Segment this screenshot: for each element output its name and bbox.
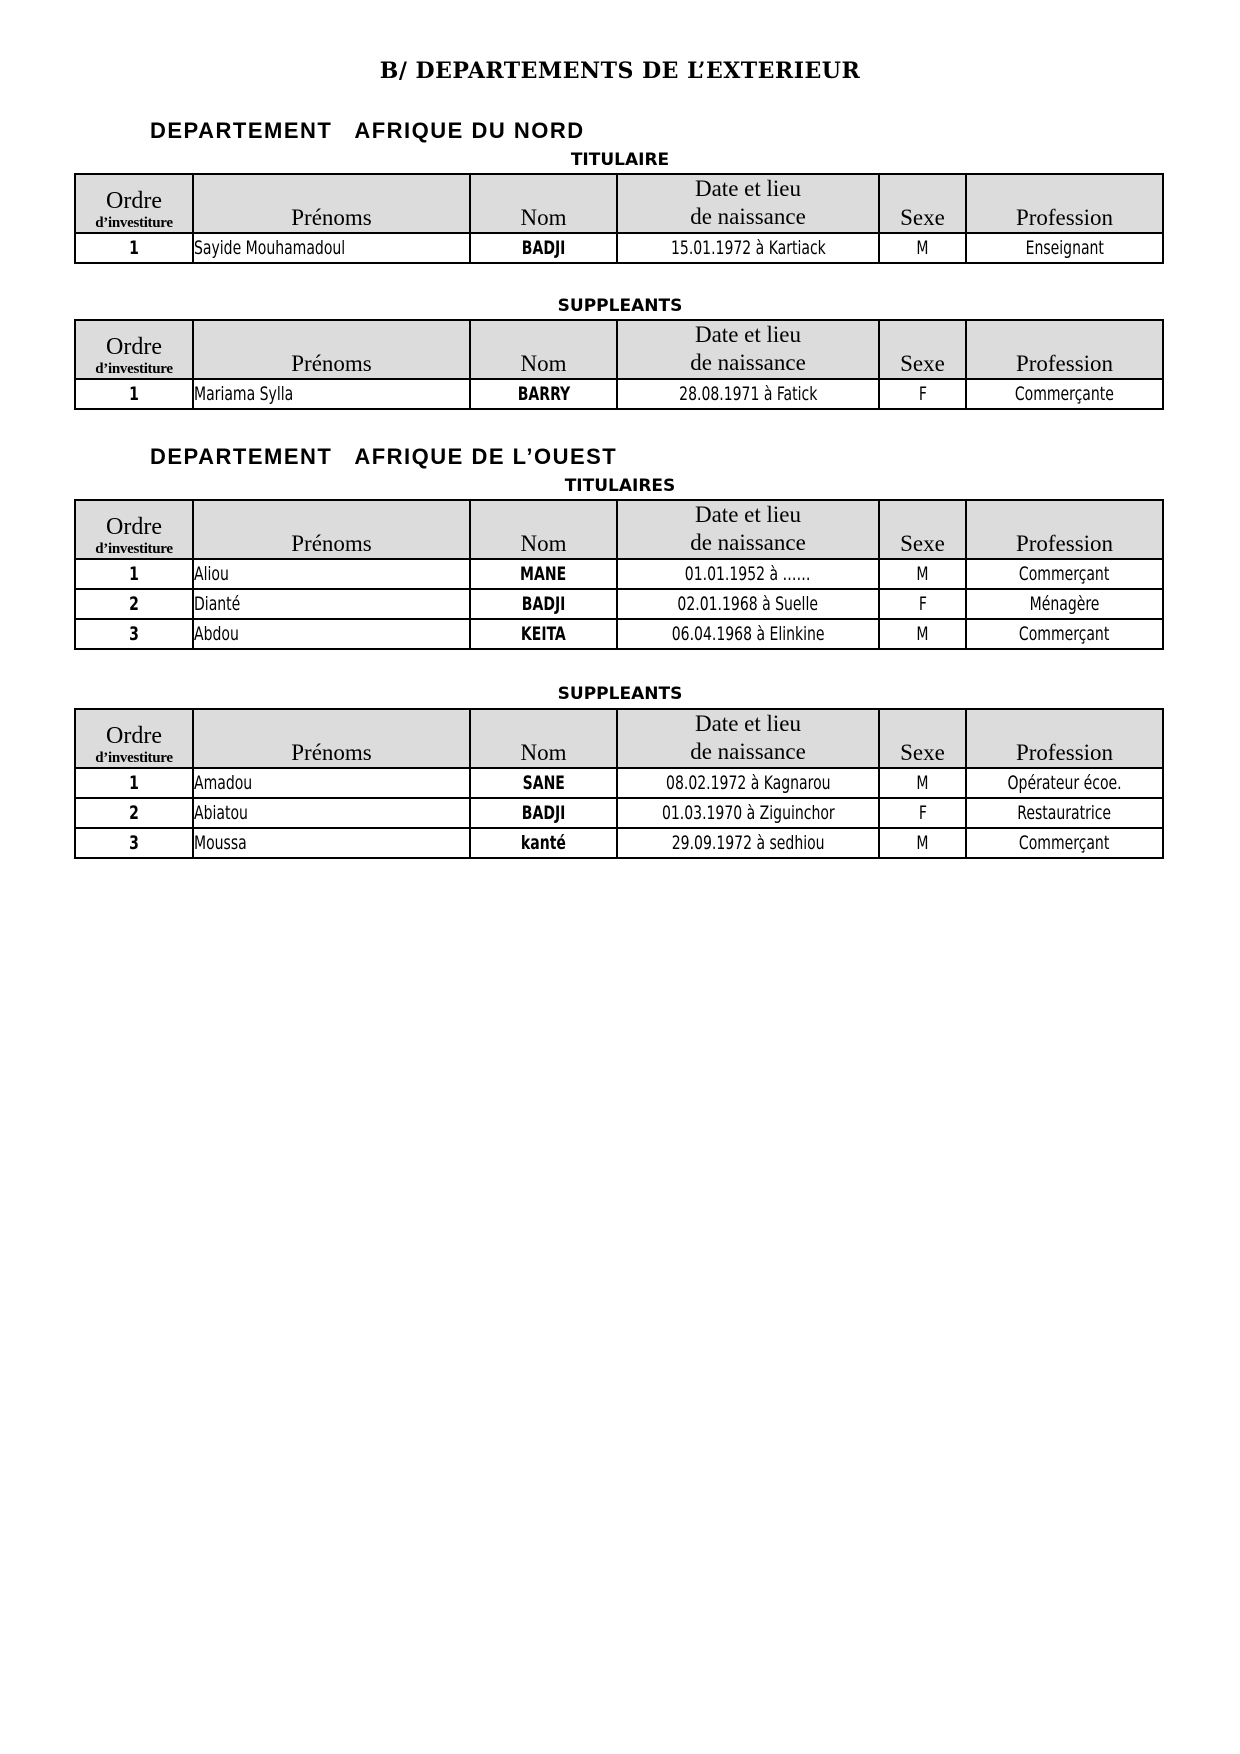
header-birth-line2: de naissance bbox=[690, 530, 806, 555]
profession-value: Ménagère bbox=[1029, 593, 1100, 615]
department-title-north-africa: DEPARTEMENT AFRIQUE DU NORD bbox=[150, 118, 585, 143]
cell-last-name bbox=[470, 828, 617, 858]
header-order-line2: d’investiture bbox=[95, 215, 173, 231]
first-names-value: Aliou bbox=[194, 563, 229, 585]
header-birth-line2: de naissance bbox=[690, 350, 806, 375]
header-order-line1: Ordre bbox=[106, 514, 162, 540]
cell-sex bbox=[879, 589, 966, 619]
table-header-row bbox=[75, 174, 1163, 233]
cell-sex bbox=[879, 768, 966, 798]
first-names-value: Moussa bbox=[194, 832, 247, 854]
cell-last-name bbox=[470, 559, 617, 589]
cell-sex bbox=[879, 828, 966, 858]
header-sex: Sexe bbox=[879, 709, 966, 768]
header-order-line1: Ordre bbox=[106, 723, 162, 749]
department-title-west-africa: DEPARTEMENT AFRIQUE DE L’OUEST bbox=[150, 444, 618, 469]
cell-sex bbox=[879, 798, 966, 828]
cell-first-names bbox=[193, 559, 470, 589]
header-order bbox=[75, 174, 193, 233]
header-first-names: Prénoms bbox=[193, 174, 470, 233]
birth-value: 02.01.1968 à Suelle bbox=[677, 593, 819, 615]
cell-first-names bbox=[193, 379, 470, 409]
header-last-name: Nom bbox=[470, 500, 617, 559]
header-birth bbox=[617, 500, 879, 559]
profession-value: Opérateur écoe. bbox=[1007, 772, 1122, 794]
cell-birth bbox=[617, 828, 879, 858]
cell-birth bbox=[617, 768, 879, 798]
last-name-value: kanté bbox=[521, 832, 566, 854]
cell-first-names bbox=[193, 768, 470, 798]
cell-first-names bbox=[193, 589, 470, 619]
cell-profession bbox=[966, 233, 1163, 263]
cell-profession bbox=[966, 559, 1163, 589]
last-name-value: SANE bbox=[522, 772, 565, 794]
table-header-row bbox=[75, 320, 1163, 379]
table-west-titulaires bbox=[74, 499, 1164, 650]
table-row bbox=[75, 589, 1163, 619]
cell-profession bbox=[966, 589, 1163, 619]
cell-last-name bbox=[470, 619, 617, 649]
birth-value: 29.09.1972 à sedhiou bbox=[671, 832, 825, 854]
header-birth bbox=[617, 320, 879, 379]
cell-last-name bbox=[470, 798, 617, 828]
group-label-north-suppleants: SUPPLEANTS bbox=[557, 296, 683, 316]
header-order bbox=[75, 709, 193, 768]
order-value: 1 bbox=[129, 563, 139, 585]
cell-order bbox=[75, 379, 193, 409]
cell-birth bbox=[617, 589, 879, 619]
header-order bbox=[75, 500, 193, 559]
header-order-line2: d’investiture bbox=[95, 750, 173, 766]
profession-value: Commerçante bbox=[1014, 383, 1115, 405]
header-profession: Profession bbox=[966, 320, 1163, 379]
order-value: 2 bbox=[129, 802, 139, 824]
cell-order bbox=[75, 233, 193, 263]
sex-value: F bbox=[918, 383, 927, 405]
cell-profession bbox=[966, 379, 1163, 409]
header-order-line1: Ordre bbox=[106, 188, 162, 214]
birth-value: 06.04.1968 à Elinkine bbox=[671, 623, 825, 645]
cell-birth bbox=[617, 379, 879, 409]
table-west-suppleants bbox=[74, 708, 1164, 859]
cell-order bbox=[75, 768, 193, 798]
header-last-name: Nom bbox=[470, 174, 617, 233]
sex-value: M bbox=[916, 772, 929, 794]
table-header-row bbox=[75, 500, 1163, 559]
table-row bbox=[75, 828, 1163, 858]
profession-value: Restauratrice bbox=[1017, 802, 1112, 824]
sex-value: F bbox=[918, 802, 927, 824]
sex-value: M bbox=[916, 832, 929, 854]
order-value: 1 bbox=[129, 383, 139, 405]
table-row bbox=[75, 233, 1163, 263]
profession-value: Commerçant bbox=[1019, 832, 1110, 854]
cell-birth bbox=[617, 233, 879, 263]
cell-last-name bbox=[470, 233, 617, 263]
table-row bbox=[75, 619, 1163, 649]
header-order-line1: Ordre bbox=[106, 334, 162, 360]
cell-order bbox=[75, 589, 193, 619]
header-profession: Profession bbox=[966, 500, 1163, 559]
cell-sex bbox=[879, 379, 966, 409]
sex-value: M bbox=[916, 623, 929, 645]
last-name-value: BADJI bbox=[521, 237, 566, 259]
cell-profession bbox=[966, 768, 1163, 798]
order-value: 1 bbox=[129, 772, 139, 794]
profession-value: Enseignant bbox=[1025, 237, 1104, 259]
first-names-value: Sayide Mouhamadoul bbox=[194, 237, 346, 259]
order-value: 2 bbox=[129, 593, 139, 615]
header-order bbox=[75, 320, 193, 379]
header-birth-line1: Date et lieu bbox=[694, 502, 801, 527]
header-first-names: Prénoms bbox=[193, 709, 470, 768]
order-value: 3 bbox=[129, 623, 139, 645]
first-names-value: Dianté bbox=[194, 593, 241, 615]
cell-birth bbox=[617, 559, 879, 589]
order-value: 1 bbox=[129, 237, 139, 259]
first-names-value: Amadou bbox=[194, 772, 253, 794]
first-names-value: Abiatou bbox=[194, 802, 248, 824]
last-name-value: BARRY bbox=[517, 383, 570, 405]
header-birth-line1: Date et lieu bbox=[694, 322, 801, 347]
header-birth-line1: Date et lieu bbox=[694, 176, 801, 201]
table-row bbox=[75, 379, 1163, 409]
cell-order bbox=[75, 828, 193, 858]
table-north-titulaire bbox=[74, 173, 1164, 264]
table-row bbox=[75, 768, 1163, 798]
birth-value: 01.01.1952 à …… bbox=[685, 563, 811, 585]
last-name-value: BADJI bbox=[521, 593, 566, 615]
sex-value: M bbox=[916, 563, 929, 585]
cell-sex bbox=[879, 559, 966, 589]
first-names-value: Mariama Sylla bbox=[194, 383, 294, 405]
header-birth-line2: de naissance bbox=[690, 204, 806, 229]
cell-first-names bbox=[193, 798, 470, 828]
header-profession: Profession bbox=[966, 709, 1163, 768]
birth-value: 28.08.1971 à Fatick bbox=[678, 383, 818, 405]
cell-first-names bbox=[193, 619, 470, 649]
page-title: B/ DEPARTEMENTS DE L’EXTERIEUR bbox=[379, 58, 861, 84]
last-name-value: KEITA bbox=[521, 623, 566, 645]
header-sex: Sexe bbox=[879, 500, 966, 559]
header-first-names: Prénoms bbox=[193, 320, 470, 379]
header-first-names: Prénoms bbox=[193, 500, 470, 559]
header-sex: Sexe bbox=[879, 320, 966, 379]
group-label-north-titulaire: TITULAIRE bbox=[570, 150, 670, 170]
cell-last-name bbox=[470, 379, 617, 409]
group-label-west-titulaires: TITULAIRES bbox=[564, 476, 676, 496]
profession-value: Commerçant bbox=[1019, 563, 1110, 585]
cell-order bbox=[75, 559, 193, 589]
header-last-name: Nom bbox=[470, 320, 617, 379]
cell-first-names bbox=[193, 233, 470, 263]
header-order-line2: d’investiture bbox=[95, 541, 173, 557]
birth-value: 01.03.1970 à Ziguinchor bbox=[661, 802, 835, 824]
group-label-west-suppleants: SUPPLEANTS bbox=[557, 684, 683, 704]
cell-sex bbox=[879, 619, 966, 649]
header-birth-line2: de naissance bbox=[690, 739, 806, 764]
birth-value: 08.02.1972 à Kagnarou bbox=[665, 772, 831, 794]
profession-value: Commerçant bbox=[1019, 623, 1110, 645]
cell-profession bbox=[966, 619, 1163, 649]
table-north-suppleants bbox=[74, 319, 1164, 410]
order-value: 3 bbox=[129, 832, 139, 854]
cell-order bbox=[75, 798, 193, 828]
last-name-value: BADJI bbox=[521, 802, 566, 824]
header-order-line2: d’investiture bbox=[95, 361, 173, 377]
table-row bbox=[75, 559, 1163, 589]
sex-value: M bbox=[916, 237, 929, 259]
sex-value: F bbox=[918, 593, 927, 615]
cell-first-names bbox=[193, 828, 470, 858]
header-last-name: Nom bbox=[470, 709, 617, 768]
cell-birth bbox=[617, 798, 879, 828]
table-row bbox=[75, 798, 1163, 828]
first-names-value: Abdou bbox=[194, 623, 239, 645]
cell-birth bbox=[617, 619, 879, 649]
cell-last-name bbox=[470, 768, 617, 798]
cell-profession bbox=[966, 798, 1163, 828]
birth-value: 15.01.1972 à Kartiack bbox=[670, 237, 826, 259]
cell-last-name bbox=[470, 589, 617, 619]
header-profession: Profession bbox=[966, 174, 1163, 233]
last-name-value: MANE bbox=[520, 563, 567, 585]
table-header-row bbox=[75, 709, 1163, 768]
header-birth bbox=[617, 174, 879, 233]
header-birth bbox=[617, 709, 879, 768]
cell-sex bbox=[879, 233, 966, 263]
header-sex: Sexe bbox=[879, 174, 966, 233]
cell-profession bbox=[966, 828, 1163, 858]
cell-order bbox=[75, 619, 193, 649]
header-birth-line1: Date et lieu bbox=[694, 711, 801, 736]
